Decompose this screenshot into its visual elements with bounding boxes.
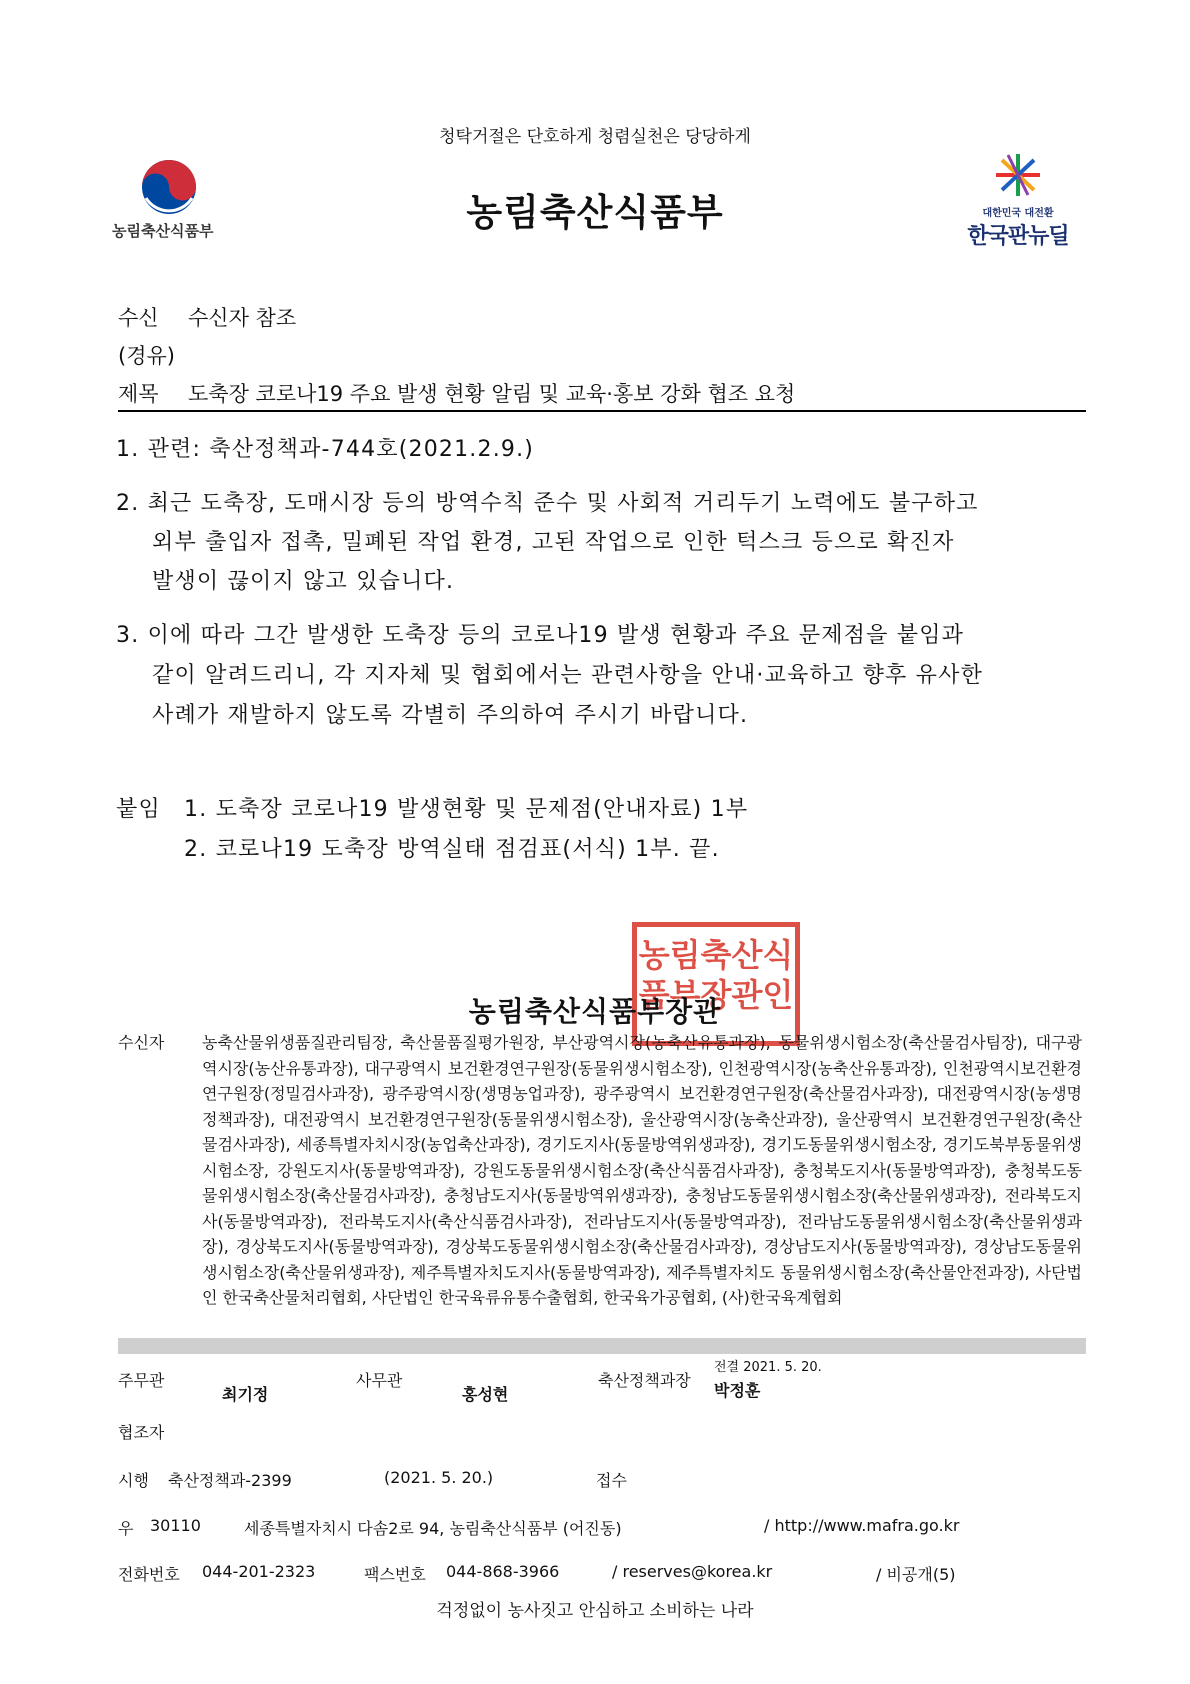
official-seal: 농림축산식품부장관인	[632, 922, 800, 1046]
email-link[interactable]: / reserves@korea.kr	[612, 1562, 773, 1581]
address: 세종특별자치시 다솜2로 94, 농림축산식품부 (어진동)	[244, 1519, 622, 1538]
approver-1-name: 최기정	[222, 1385, 269, 1404]
receive-label: 접수	[596, 1471, 627, 1490]
subject-row	[118, 378, 795, 408]
recipient-value: 수신자 참조	[188, 306, 297, 330]
header-slogan: 청탁거절은 단호하게 청렴실천은 당당하게	[439, 127, 751, 147]
postcode-label: 우	[118, 1519, 134, 1538]
recipient-row	[118, 302, 296, 332]
recipient-label: 수신	[118, 306, 159, 330]
ministry-logo-caption: 농림축산식품부	[112, 222, 214, 240]
subject-label: 제목	[118, 382, 159, 406]
approver-1-role: 주무관	[118, 1371, 165, 1390]
footer-slogan: 걱정없이 농사짓고 안심하고 소비하는 나라	[436, 1601, 754, 1621]
enforce-date: (2021. 5. 20.)	[384, 1468, 494, 1487]
footer-divider-bar	[118, 1338, 1086, 1354]
approval-final-date: 전결 2021. 5. 20.	[714, 1360, 822, 1375]
enforce-number: 축산정책과-2399	[168, 1471, 292, 1490]
via-label: (경유)	[118, 344, 175, 368]
disclosure-status: / 비공개(5)	[876, 1565, 956, 1584]
body-item-3-line-2: 같이 알려드리니, 각 지자체 및 협회에서는 관련사항을 안내·교육하고 향후 유사한	[152, 663, 984, 688]
minister-signature: 농림축산식품부장관	[468, 995, 722, 1028]
body-item-2-line-2: 외부 출입자 접촉, 밀폐된 작업 환경, 고된 작업으로 인한 턱스크 등으로 확진자	[152, 530, 955, 555]
body-item-1: 1. 관련: 축산정책과-744호(2021.2.9.)	[116, 437, 535, 462]
newdeal-star-icon	[992, 152, 1044, 198]
newdeal-logo	[958, 152, 1078, 250]
newdeal-logo-sub: 대한민국 대전환	[982, 208, 1054, 219]
approver-3-name: 박정훈	[714, 1381, 761, 1400]
attachment-label: 붙임	[116, 797, 161, 822]
phone-number: 044-201-2323	[202, 1562, 316, 1581]
subject-value: 도축장 코로나19 주요 발생 현황 알림 및 교육·홍보 강화 협조 요청	[188, 382, 796, 406]
org-title: 농림축산식품부	[466, 191, 724, 234]
body-item-3-line-3: 사례가 재발하지 않도록 각별히 주의하여 주시기 바랍니다.	[152, 703, 749, 728]
fax-label: 팩스번호	[364, 1565, 426, 1584]
attachment-item-1: 1. 도축장 코로나19 발생현황 및 문제점(안내자료) 1부	[184, 797, 749, 822]
phone-label: 전화번호	[118, 1565, 180, 1584]
homepage-link[interactable]: / http://www.mafra.go.kr	[764, 1516, 960, 1535]
postcode: 30110	[150, 1516, 201, 1535]
body-item-2-line-3: 발생이 끊이지 않고 있습니다.	[152, 569, 455, 594]
approver-2-role: 사무관	[356, 1371, 403, 1390]
subject-divider	[118, 410, 1086, 412]
recipients-list: 농축산물위생품질관리팀장, 축산물품질평가원장, 부산광역시장(농축산유통과장), 동물위생시험소장(축산물검사팀장), 대구광역시장(농산유통과장), 대구광역시 보건환경연구원장(동물위생시험소장), 인천광역시장(농축산유통과장), 인천광역시보건환경연구원장(정밀검사과장), 광주광역시장(생명농업과장), 광주광역시 보건환경연구원장(축산물검사과장), 대전광역시장(농생명정책과장), 대전광역시 보건환경연구원장(동물위생시험소장), 울산광역시장(농축산과장), 울산광역시 보건환경연구원장(축산물검사과장), 세종특별자치시장(농업축산과장), 경기도지사(동물방역위생과장), 경기도동물위생시험소장, 경기도북부동물위생시험소장, 강원도지사(동물방역과장), 강원도동물위생시험소장(축산식품검사과장), 충청북도지사(동물방역과장), 충청북도동물위생시험소장(축산물검사과장), 충청남도지사(동물방역위생과장), 충청남도동물위생시험소장(축산물위생과장), 전라북도지사(동물방역과장), 전라북도지사(축산식품검사과장), 전라남도지사(동물방역과장), 전라남도동물위생시험소장(축산물위생과장), 경상북도지사(동물방역과장), 경상북도동물위생시험소장(축산물검사과장), 경상남도지사(동물방역과장), 경상남도동물위생시험소장(축산물위생과장), 제주특별자치도지사(동물방역과장), 제주특별자치도 동물위생시험소장(축산물안전과장), 사단법인 한국축산물처리협회, 사단법인 한국육류유통수출협회, 한국육가공협회, (사)한국육계협회	[202, 1033, 1082, 1307]
approver-3-role: 축산정책과장	[598, 1371, 691, 1390]
cooperator-label: 협조자	[118, 1423, 165, 1442]
body-item-3-line-1: 3. 이에 따라 그간 발생한 도축장 등의 코로나19 발생 현황과 주요 문제점을 붙임과	[116, 623, 965, 648]
approver-2-name: 홍성현	[462, 1385, 509, 1404]
enforce-label: 시행	[118, 1471, 149, 1490]
newdeal-logo-main: 한국판뉴딜	[967, 224, 1069, 249]
recipients-label: 수신자	[118, 1033, 165, 1052]
body-item-2-line-1: 2. 최근 도축장, 도매시장 등의 방역수칙 준수 및 사회적 거리두기 노력에도 불구하고	[116, 491, 979, 516]
fax-number: 044-868-3966	[446, 1562, 560, 1581]
attachment-item-2: 2. 코로나19 도축장 방역실태 점검표(서식) 1부. 끝.	[184, 837, 720, 862]
